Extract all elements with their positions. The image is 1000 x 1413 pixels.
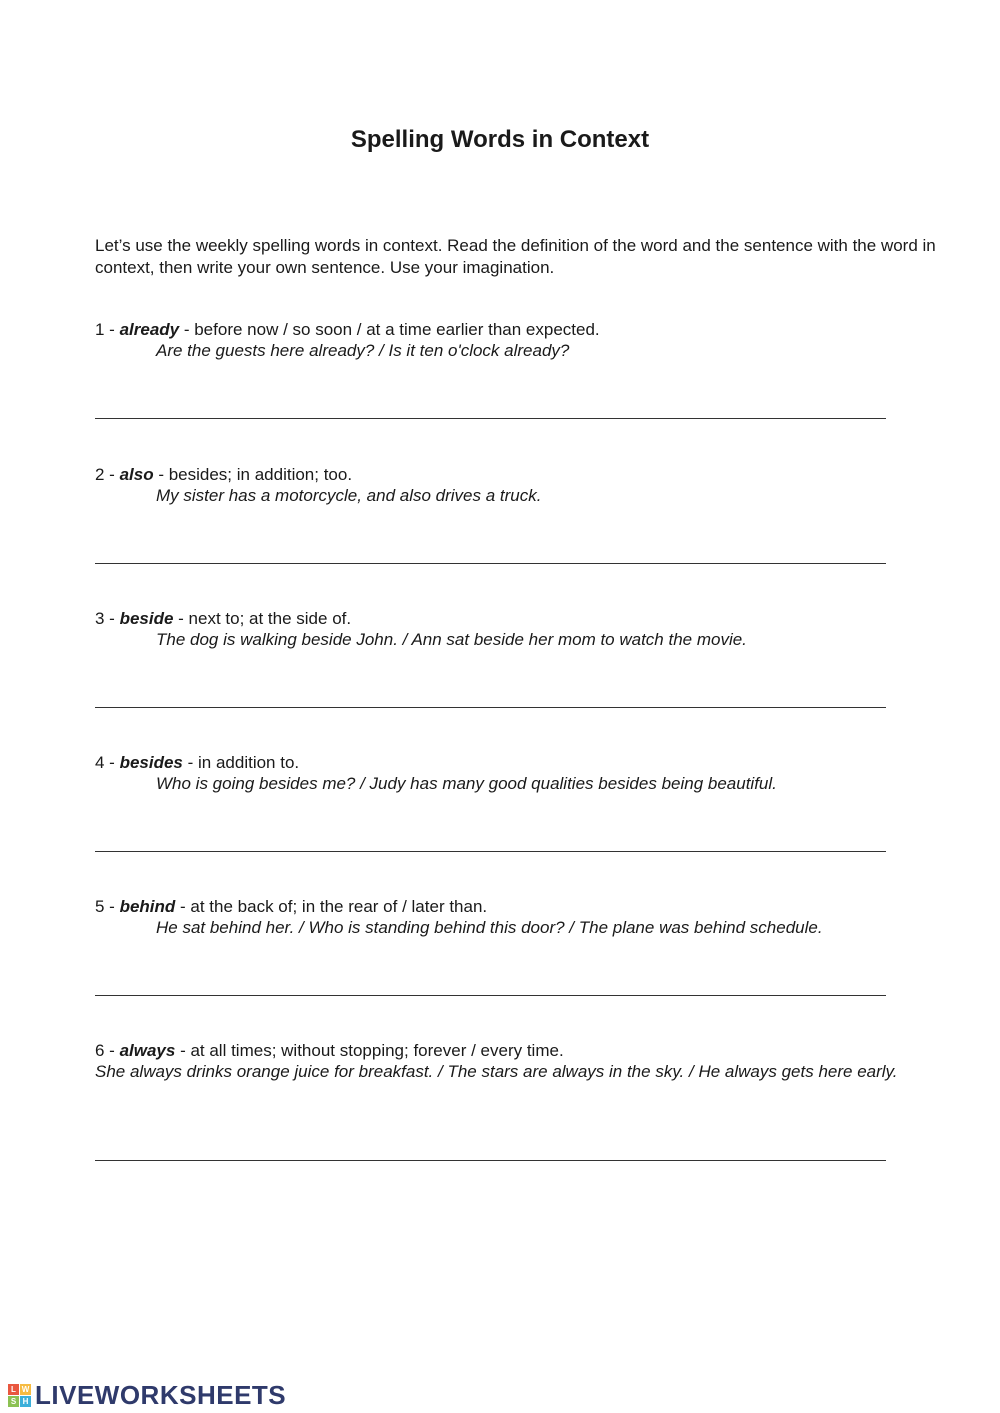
spelling-word: behind [119,897,176,916]
spelling-word: besides [119,753,183,772]
item-number: 2 - [95,465,115,484]
spelling-word: beside [119,609,174,628]
example-sentence: My sister has a motorcycle, and also drives a truck. [156,486,542,505]
item-number: 4 - [95,753,115,772]
item-number: 3 - [95,609,115,628]
item-heading [95,896,955,917]
definition: - besides; in addition; too. [153,465,353,484]
item-heading [95,319,955,340]
example-sentence: She always drinks orange juice for breakfast. / The stars are always in the sky. / He always gets here early. [95,1062,898,1081]
item-heading [95,608,955,629]
instructions: Let’s use the weekly spelling words in context. Read the definition of the word and the sentence with the word in context, then write your own sentence. Use your imagination. [95,236,936,277]
item-heading [95,1040,935,1061]
word-item-6 [95,1040,935,1082]
example-sentence: Who is going besides me? / Judy has many good qualities besides being beautiful. [156,774,777,793]
item-number: 6 - [95,1041,115,1060]
spelling-word: also [119,465,154,484]
example-sentence: The dog is walking beside John. / Ann sat beside her mom to watch the movie. [156,630,747,649]
answer-line-6[interactable] [95,1160,886,1161]
logo-block: W [21,1384,30,1394]
item-number: 5 - [95,897,115,916]
logo-blocks-icon [8,1384,31,1407]
definition: - in addition to. [182,753,300,772]
page-title: Spelling Words in Context [350,126,650,153]
definition: - before now / so soon / at a time earlier than expected. [179,320,600,339]
example-sentence: Are the guests here already? / Is it ten o'clock already? [156,341,570,360]
word-item-3 [95,608,955,650]
example-sentence: He sat behind her. / Who is standing behind this door? / The plane was behind schedule. [156,918,823,937]
word-item-2 [95,464,955,506]
spelling-word: always [119,1041,176,1060]
logo-block: H [20,1396,31,1407]
answer-line-4[interactable] [95,851,886,852]
answer-line-5[interactable] [95,995,886,996]
item-number: 1 - [95,320,115,339]
logo-text: LIVEWORKSHEETS [35,1379,287,1410]
answer-line-2[interactable] [95,563,886,564]
item-heading [95,752,955,773]
definition: - at all times; without stopping; forever / every time. [175,1041,564,1060]
definition: - at the back of; in the rear of / later than. [175,897,488,916]
word-item-1 [95,319,955,361]
definition: - next to; at the side of. [173,609,352,628]
spelling-word: already [119,320,180,339]
answer-line-3[interactable] [95,707,886,708]
liveworksheets-logo [8,1379,286,1411]
item-heading [95,464,955,485]
answer-line-1[interactable] [95,418,886,419]
logo-block: L [8,1384,19,1395]
word-item-5 [95,896,955,938]
logo-block: S [8,1396,19,1407]
word-item-4 [95,752,955,794]
